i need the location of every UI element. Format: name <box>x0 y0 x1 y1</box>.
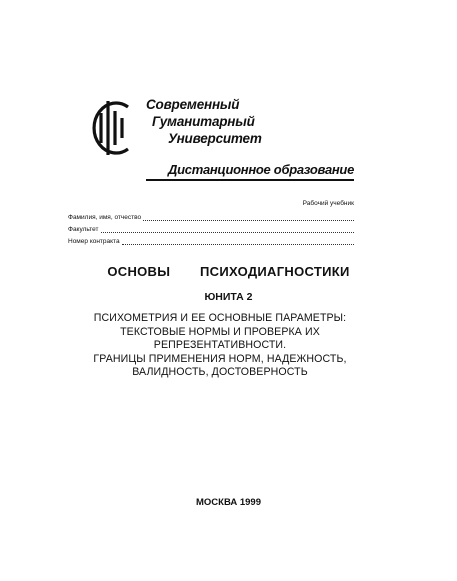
university-name-line-3: Университет <box>168 131 262 146</box>
document-type: Рабочий учебник <box>302 200 354 207</box>
contract-number-field-label: Номер контракта <box>68 238 120 245</box>
university-name-line-2: Гуманитарный <box>152 114 255 129</box>
topic-line-2: ТЕКСТОВЫЕ НОРМЫ И ПРОВЕРКА ИХ <box>120 325 320 338</box>
topic-line-5: ВАЛИДНОСТЬ, ДОСТОВЕРНОСТЬ <box>132 366 308 378</box>
university-name-line-1: Современный <box>146 97 240 112</box>
program-title: Дистанционное образование <box>146 162 354 181</box>
name-field <box>68 214 354 221</box>
faculty-field-label: Факультет <box>68 226 99 233</box>
publication-place-year: МОСКВА 1999 <box>196 497 261 508</box>
contract-number-field <box>68 238 354 245</box>
topic-description <box>70 312 370 380</box>
faculty-field <box>68 226 354 233</box>
topic-line-3: РЕПРЕЗЕНТАТИВНОСТИ. <box>153 339 287 351</box>
contract-number-field-line <box>122 238 354 245</box>
faculty-field-line <box>101 226 354 233</box>
topic-line-1: ПСИХОМЕТРИЯ И ЕЕ ОСНОВНЫЕ ПАРАМЕТРЫ: <box>93 312 347 324</box>
unit-label: ЮНИТА 2 <box>204 291 253 303</box>
name-field-line <box>143 214 354 221</box>
name-field-label: Фамилия, имя, отчество <box>68 214 142 221</box>
university-logo-icon <box>84 93 142 163</box>
university-name <box>146 96 262 147</box>
topic-line-4: ГРАНИЦЫ ПРИМЕНЕНИЯ НОРМ, НАДЕЖНОСТЬ, <box>93 352 347 365</box>
course-title: ОСНОВЫ ПСИХОДИАГНОСТИКИ <box>107 264 350 279</box>
